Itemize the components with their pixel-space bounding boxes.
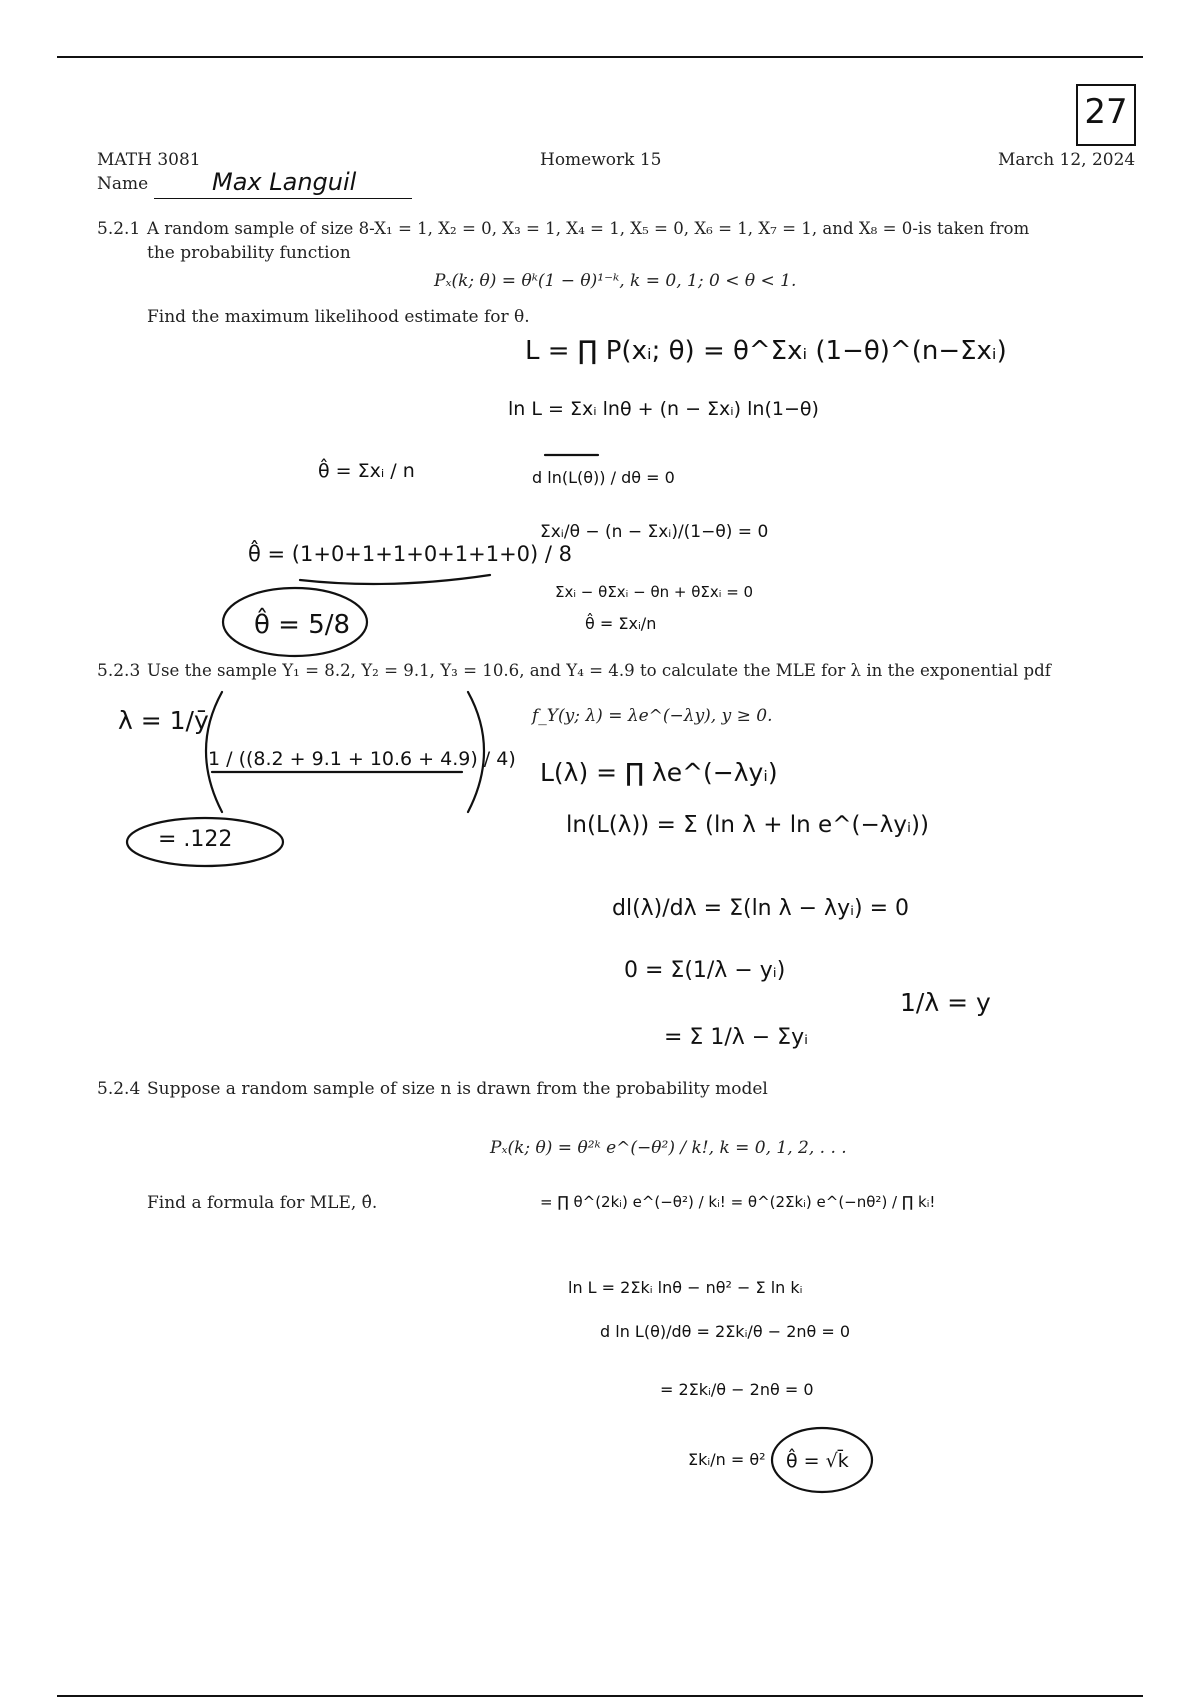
problem-1-text-line2: the probability function: [147, 243, 351, 263]
p1-work-deriv-simplify: Σxᵢ − θΣxᵢ − θn + θΣxᵢ = 0: [555, 583, 754, 601]
p1-work-deriv-expand: Σxᵢ/θ − (n − Σxᵢ)/(1−θ) = 0: [540, 522, 769, 542]
p2-right-paren: [468, 692, 484, 812]
name-label: Name: [97, 174, 149, 194]
score-value: 27: [1084, 92, 1128, 132]
p2-work-zero: 0 = Σ(1/λ − yᵢ): [624, 958, 786, 983]
p1-fraction-bar: [300, 575, 490, 584]
p3-work-likelihood: = ∏ θ^(2kᵢ) e^(−θ²) / kᵢ! = θ^(2Σkᵢ) e^(−nθ²) / ∏ kᵢ!: [540, 1193, 936, 1211]
problem-number-2: 5.2.3: [97, 661, 141, 681]
p1-answer-circle: [223, 588, 367, 656]
p3-work-loglik: ln L = 2Σkᵢ lnθ − nθ² − Σ ln kᵢ: [568, 1278, 803, 1297]
problem-1-text-line1: A random sample of size 8-X₁ = 1, X₂ = 0, X₃ = 1, X₄ = 1, X₅ = 0, X₆ = 1, X₇ = 1, and X₈ = 0-is taken from: [147, 219, 1030, 238]
problem-1-formula: Pₓ(k; θ) = θᵏ(1 − θ)¹⁻ᵏ, k = 0, 1; 0 < θ < 1.: [434, 271, 797, 291]
p1-work-theta-hat-formula: θ̂ = Σxᵢ / n: [318, 460, 415, 482]
problem-1-prompt: Find the maximum likelihood estimate for θ.: [147, 307, 530, 327]
student-name: Max Languil: [212, 168, 357, 196]
p1-work-likelihood: L = ∏ P(xᵢ; θ) = θ^Σxᵢ (1−θ)^(n−Σxᵢ): [525, 336, 1007, 366]
p3-work-theta-squared: Σkᵢ/n = θ²: [688, 1450, 766, 1469]
p3-work-zero: = 2Σkᵢ/θ − 2nθ = 0: [660, 1380, 814, 1399]
course-label: MATH 3081: [97, 150, 201, 170]
p3-answer: θ̂ = √k̄: [786, 1450, 849, 1472]
homework-title: Homework 15: [540, 150, 662, 170]
problem-2-text: Use the sample Y₁ = 8.2, Y₂ = 9.1, Y₃ = 10.6, and Y₄ = 4.9 to calculate the MLE for λ in the exponential pdf: [147, 661, 1051, 680]
p2-left-paren: [206, 692, 222, 812]
p1-work-theta-hat-sum: θ̂ = (1+0+1+1+0+1+1+0) / 8: [248, 542, 573, 566]
p3-work-derivative: d ln L(θ)/dθ = 2Σkᵢ/θ − 2nθ = 0: [600, 1322, 851, 1341]
date-label: March 12, 2024: [998, 150, 1136, 170]
p2-work-derivative: dl(λ)/dλ = Σ(ln λ − λyᵢ) = 0: [612, 896, 910, 921]
problem-2-formula: f_Y(y; λ) = λe^(−λy), y ≥ 0.: [532, 706, 773, 726]
p2-work-fraction: 1 / ((8.2 + 9.1 + 10.6 + 4.9) / 4): [208, 748, 516, 770]
problem-number-1: 5.2.1: [97, 219, 141, 239]
p2-work-loglik: ln(L(λ)) = Σ (ln λ + ln e^(−λyᵢ)): [566, 812, 930, 838]
p2-work-reciprocal: 1/λ = y: [900, 988, 991, 1017]
p2-answer-circle: [127, 818, 283, 866]
p1-work-theta-hat-result: θ̂ = Σxᵢ/n: [585, 614, 657, 633]
p3-answer-circle: [772, 1428, 872, 1492]
p1-work-derivative: d ln(L(θ)) / dθ = 0: [532, 468, 675, 487]
p1-answer: θ̂ = 5/8: [254, 610, 351, 640]
problem-3-prompt: Find a formula for MLE, θ̂.: [147, 1193, 378, 1213]
p2-work-likelihood: L(λ) = ∏ λe^(−λyᵢ): [540, 758, 778, 787]
problem-3-text: Suppose a random sample of size n is drawn from the probability model: [147, 1079, 768, 1099]
p2-answer: = .122: [158, 827, 233, 852]
problem-3-formula: Pₓ(k; θ) = θ²ᵏ e^(−θ²) / k!, k = 0, 1, 2, . . .: [490, 1138, 847, 1158]
problem-number-3: 5.2.4: [97, 1079, 141, 1099]
p2-work-split: = Σ 1/λ − Σyᵢ: [664, 1025, 809, 1050]
p1-work-loglik: ln L = Σxᵢ lnθ + (n − Σxᵢ) ln(1−θ): [508, 398, 819, 420]
p2-work-lambda: λ = 1/ȳ: [118, 706, 209, 735]
